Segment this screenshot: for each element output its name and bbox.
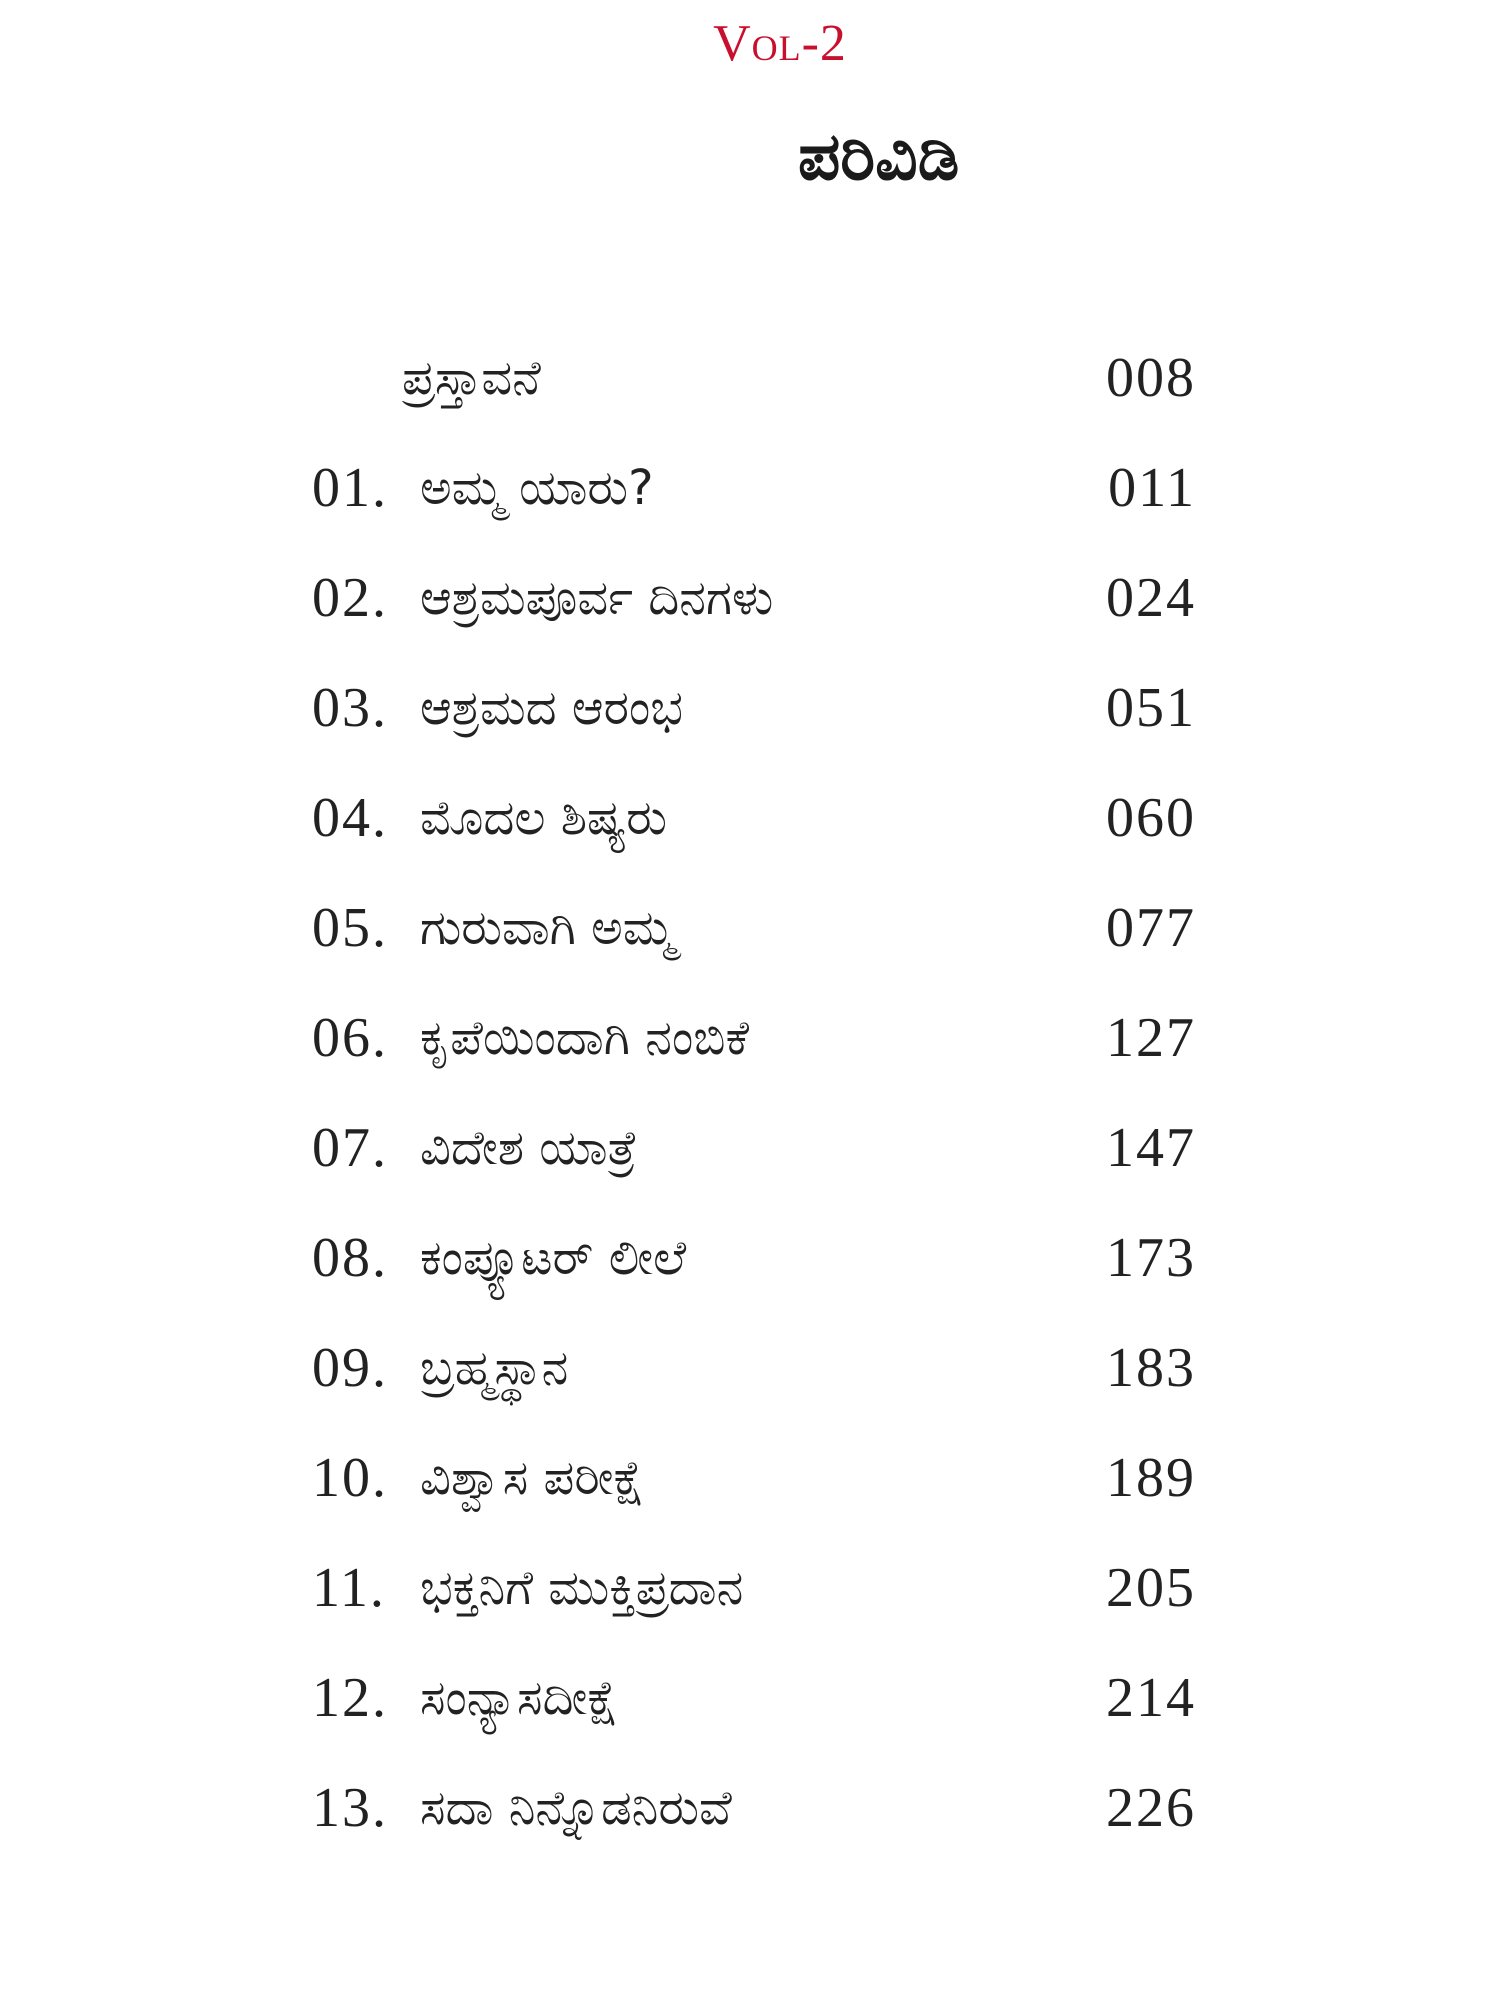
toc-entry-title: ಬ್ರಹ್ಮಸ್ಥಾನ: [420, 1340, 569, 1396]
toc-entry-page: 189: [1106, 1447, 1196, 1509]
toc-entry-page: 183: [1106, 1337, 1196, 1399]
toc-entry-11: [0, 1542, 1500, 1652]
toc-entry-05: [0, 882, 1500, 992]
toc-entry-number: 13.: [312, 1777, 388, 1839]
toc-entry-title: ಸಂನ್ಯಾಸದೀಕ್ಷೆ: [420, 1670, 619, 1726]
toc-entry-title: ಮೊದಲ ಶಿಷ್ಯರು: [420, 790, 667, 846]
page-title: ಪರಿವಿಡಿ: [798, 118, 960, 195]
toc-entry-03: [0, 662, 1500, 772]
toc-entry-12: [0, 1652, 1500, 1762]
toc-entry-page: 051: [1106, 677, 1196, 739]
toc-entry-number: 07.: [312, 1117, 388, 1179]
toc-entry-page: 214: [1106, 1667, 1196, 1729]
toc-entry-title: ಪ್ರಸ್ತಾವನೆ: [402, 350, 541, 406]
toc-entry-title: ಅಮ್ಮ ಯಾರು?: [420, 460, 654, 516]
toc-entry-10: [0, 1432, 1500, 1542]
toc-entry-13: [0, 1762, 1500, 1872]
toc-entry-number: 12.: [312, 1667, 388, 1729]
toc-entry-page: 173: [1106, 1227, 1196, 1289]
toc-entry-number: 02.: [312, 567, 388, 629]
toc-entry-title: ಭಕ್ತನಿಗೆ ಮುಕ್ತಿಪ್ರದಾನ: [420, 1560, 744, 1616]
toc-entry-page: 205: [1106, 1557, 1196, 1619]
toc-entry-number: 05.: [312, 897, 388, 959]
toc-entry-page: 127: [1106, 1007, 1196, 1069]
toc-entry-page: 060: [1106, 787, 1196, 849]
toc-entry-title: ಕೃಪೆಯಿಂದಾಗಿ ನಂಬಿಕೆ: [420, 1010, 749, 1066]
toc-entry-08: [0, 1212, 1500, 1322]
toc-entry-title: ಗುರುವಾಗಿ ಅಮ್ಮ: [420, 900, 675, 956]
toc-entry-title: ಕಂಪ್ಯೂಟರ್ ಲೀಲೆ: [420, 1230, 687, 1286]
toc-entry-page: 011: [1108, 457, 1196, 519]
toc-entry-title: ಆಶ್ರಮಪೂರ್ವ ದಿನಗಳು: [420, 570, 774, 626]
toc-entry-title: ಸದಾ ನಿನ್ನೊಡನಿರುವೆ: [420, 1780, 732, 1836]
toc-entry-introduction: [0, 332, 1500, 442]
toc-entry-06: [0, 992, 1500, 1102]
toc-entry-number: 11.: [312, 1557, 386, 1619]
toc-entry-number: 10.: [312, 1447, 388, 1509]
toc-entry-page: 147: [1106, 1117, 1196, 1179]
toc-entry-page: 226: [1106, 1777, 1196, 1839]
toc-entry-title: ವಿದೇಶ ಯಾತ್ರೆ: [420, 1120, 638, 1176]
toc-entry-page: 024: [1106, 567, 1196, 629]
volume-label: Vol-2: [713, 15, 847, 72]
toc-entry-number: 01.: [312, 457, 388, 519]
toc-entry-number: 03.: [312, 677, 388, 739]
toc-entry-number: 06.: [312, 1007, 388, 1069]
toc-entry-07: [0, 1102, 1500, 1212]
toc-entry-page: 008: [1106, 347, 1196, 409]
toc-entry-title: ವಿಶ್ವಾಸ ಪರೀಕ್ಷೆ: [420, 1450, 645, 1506]
toc-entry-page: 077: [1106, 897, 1196, 959]
toc-entry-01: [0, 442, 1500, 552]
toc-entry-title: ಆಶ್ರಮದ ಆರಂಭ: [420, 680, 684, 736]
toc-entry-number: 09.: [312, 1337, 388, 1399]
toc-entry-04: [0, 772, 1500, 882]
table-of-contents: [0, 332, 1500, 1872]
toc-entry-number: 04.: [312, 787, 388, 849]
toc-entry-02: [0, 552, 1500, 662]
toc-entry-09: [0, 1322, 1500, 1432]
toc-entry-number: 08.: [312, 1227, 388, 1289]
